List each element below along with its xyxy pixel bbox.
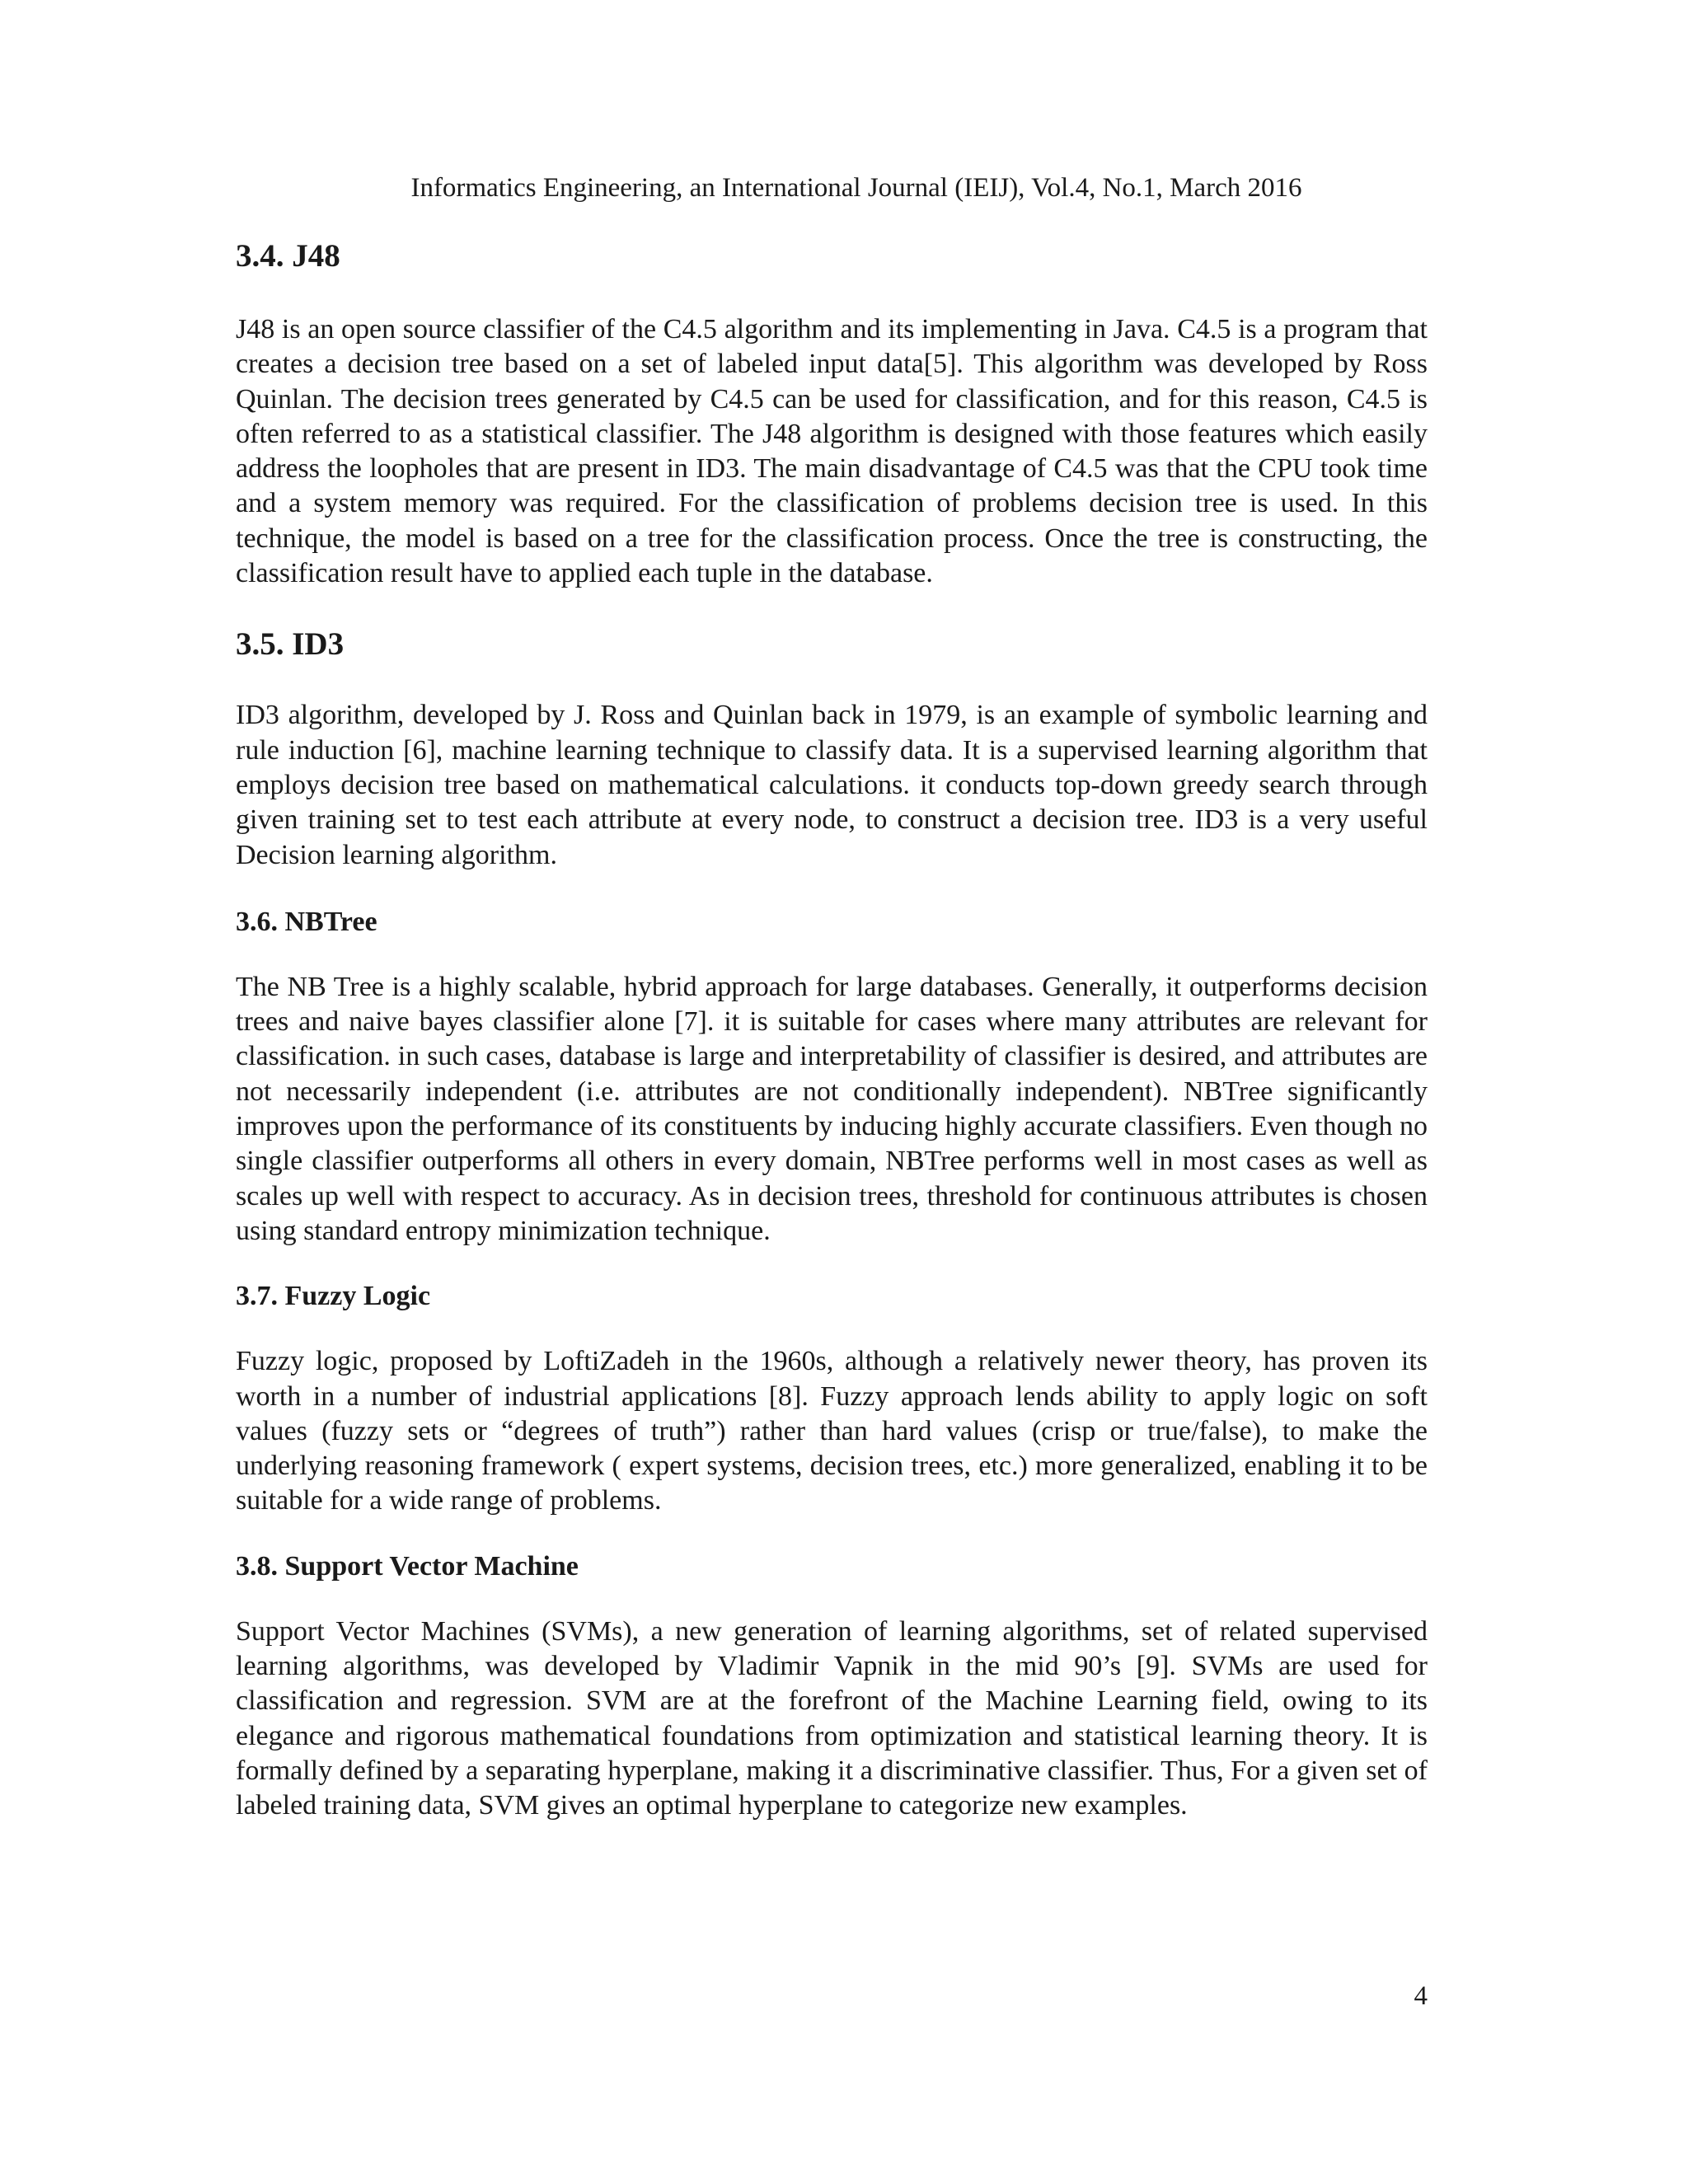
section-nbtree	[236, 904, 1428, 1249]
section-heading-j48: 3.4. J48	[236, 238, 340, 274]
section-fuzzy-logic	[236, 1278, 1428, 1518]
section-j48	[236, 236, 1428, 591]
section-svm	[236, 1549, 1428, 1824]
section-id3	[236, 624, 1428, 872]
section-heading-id3: 3.5. ID3	[236, 626, 345, 663]
section-heading-fuzzy-logic: 3.7. Fuzzy Logic	[236, 1281, 431, 1312]
section-paragraph-id3: ID3 algorithm, developed by J. Ross and Quinlan back in 1979, is an example of symbolic learning and rule induction [6], machine learning technique to classify data. It is a supervised learning algorithm that employs decision tree based on mathematical calculations. it conducts top-down greedy search through given training set to test each attribute at every node, to construct a decision tree. ID3 is a very useful Decision learning algorithm.	[236, 700, 1428, 870]
section-paragraph-fuzzy-logic: Fuzzy logic, proposed by LoftiZadeh in the 1960s, although a relatively newer theory, has proven its worth in a number of industrial applications [8]. Fuzzy approach lends ability to apply logic on soft values (fuzzy sets or “degrees of truth”) rather than hard values (crisp or true/false), to make the underlying reasoning framework ( expert systems, decision trees, etc.) more generalized, enabling it to be suitable for a wide range of problems.	[236, 1346, 1428, 1516]
section-paragraph-svm: Support Vector Machines (SVMs), a new generation of learning algorithms, set of related supervised learning algorithms, was developed by Vladimir Vapnik in the mid 90’s [9]. SVMs are used for classification and regression. SVM are at the forefront of the Machine Learning field, owing to its elegance and rigorous mathematical foundations from optimization and statistical learning theory. It is formally defined by a separating hyperplane, making it a discriminative classifier. Thus, For a given set of labeled training data, SVM gives an optimal hyperplane to categorize new examples.	[236, 1615, 1428, 1821]
page-content	[236, 236, 1428, 1824]
section-paragraph-nbtree: The NB Tree is a highly scalable, hybrid approach for large databases. Generally, it outperforms decision trees and naive bayes classifier alone [7]. it is suitable for cases where many attributes are relevant for classification. in such cases, database is large and interpretability of classifier is desired, and attributes are not necessarily independent (i.e. attributes are not conditionally independent). NBTree significantly improves upon the performance of its constituents by inducing highly accurate classifiers. Even though no single classifier outperforms all others in every domain, NBTree performs well in most cases as well as scales up well with respect to accuracy. As in decision trees, threshold for continuous attributes is chosen using standard entropy minimization technique.	[236, 971, 1428, 1246]
page-number: 4	[1414, 1981, 1428, 2011]
section-heading-nbtree: 3.6. NBTree	[236, 906, 377, 937]
running-header: Informatics Engineering, an International Journal (IEIJ), Vol.4, No.1, March 2016	[410, 173, 1302, 203]
section-paragraph-j48: J48 is an open source classifier of the C4.5 algorithm and its implementing in Java. C4.5 is a program that creates a decision tree based on a set of labeled input data[5]. This algorithm was developed by Ross Quinlan. The decision trees generated by C4.5 can be used for classification, and for this reason, C4.5 is often referred to as a statistical classifier. The J48 algorithm is designed with those features which easily address the loopholes that are present in ID3. The main disadvantage of C4.5 was that the CPU took time and a system memory was required. For the classification of problems decision tree is used. In this technique, the model is based on a tree for the classification process. Once the tree is constructing, the classification result have to applied each tuple in the database.	[236, 314, 1428, 589]
section-heading-svm: 3.8. Support Vector Machine	[236, 1550, 579, 1582]
